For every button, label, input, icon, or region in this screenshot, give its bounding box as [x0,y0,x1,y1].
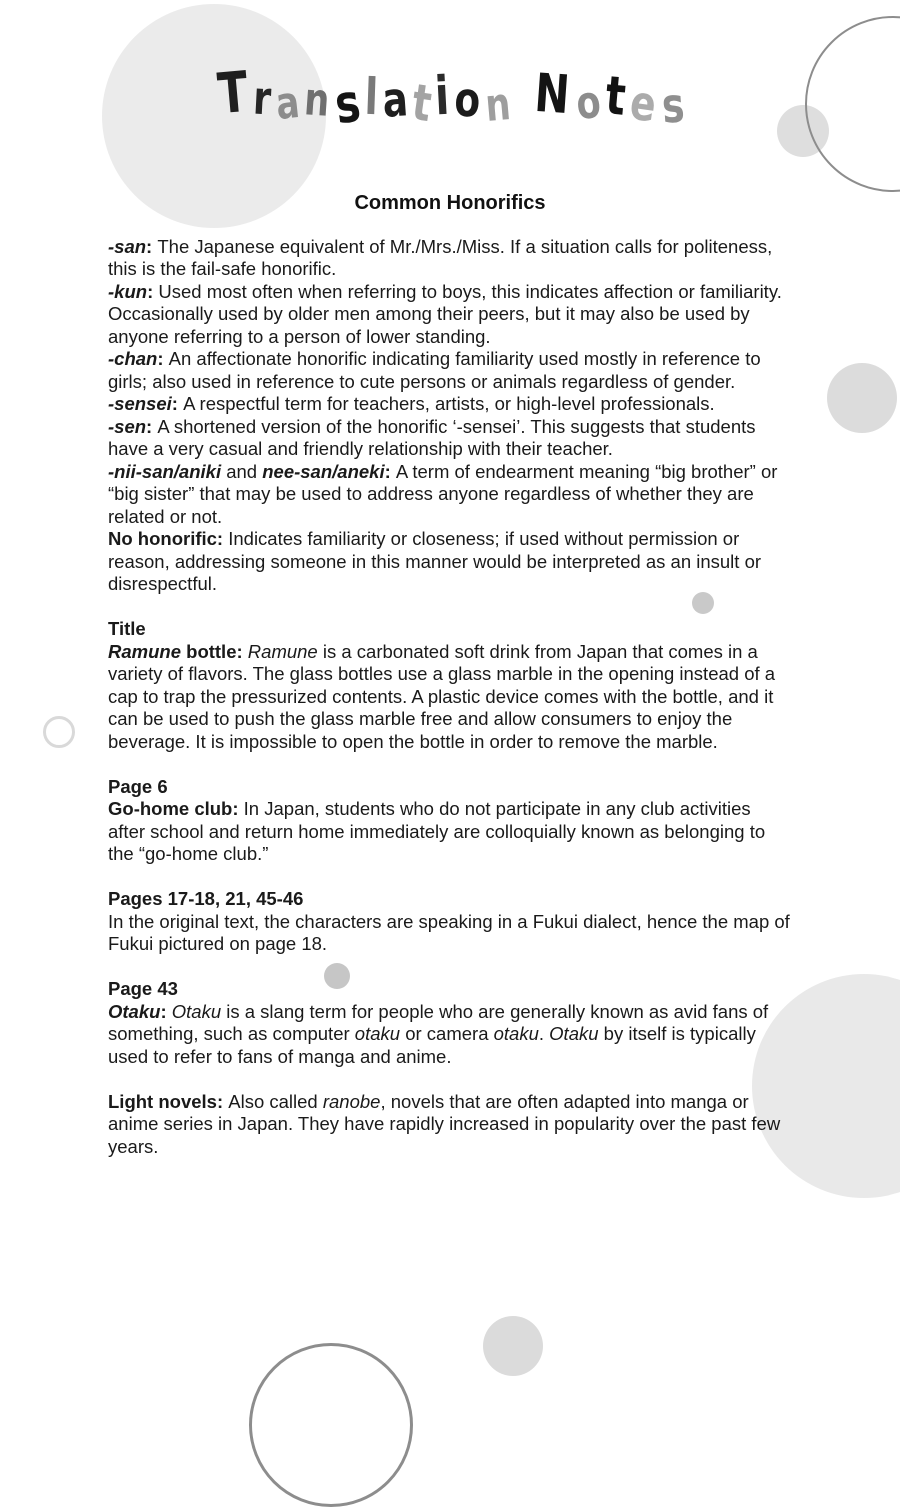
text-run: bottle: [181,640,248,662]
text-run: : [146,415,158,437]
text-run: A respectful term for teachers, artists, or high-level professionals. [183,393,715,414]
note-section [108,978,792,1068]
note-section [108,888,792,956]
note-paragraph [108,1091,792,1159]
page-title [0,59,900,148]
section-heading: Page 43 [108,978,178,999]
title-letter [514,85,530,117]
text-run: -sensei [108,393,172,414]
section-heading: Pages 17-18, 21, 45-46 [108,888,304,909]
text-run: Ramune [108,640,181,662]
text-run: Indicates familiarity or closeness; if used without permission or reason, addressing someone in this manner would be interpreted as an insult or disrespectful. [108,528,762,594]
common-honorifics-heading: Common Honorifics [354,192,546,214]
title-letter: l [363,67,379,127]
text-run: The Japanese equivalent of Mr./Mrs./Miss. If a situation calls for politeness, this is the fail-safe honorific. [108,235,773,279]
note-paragraph [108,416,792,461]
text-run: Light novels: [108,1090,229,1112]
title-letter: s [659,77,686,135]
text-run: Ramune [247,640,318,662]
note-section [108,776,792,866]
title-letter: e [626,74,660,134]
text-run: otaku [493,1023,539,1044]
text-run: Otaku [108,1000,161,1022]
note-section [108,236,792,596]
note-paragraph [108,641,792,754]
title-letter: N [532,62,571,127]
title-letter: i [433,65,451,128]
page-content [0,59,900,1158]
note-paragraph [108,461,792,529]
text-run: : [146,235,158,257]
title-letter: a [273,76,301,131]
text-column [108,192,792,1158]
note-paragraph [108,1001,792,1069]
decor-ring-bottom [249,1343,413,1507]
text-run: -san [108,235,147,257]
section-heading: Page 6 [108,775,168,797]
title-letter: t [602,65,628,128]
text-run: : [384,460,396,482]
note-paragraph [108,393,792,416]
note-paragraph [108,348,792,393]
text-run: and [221,460,263,482]
text-run: : [147,280,159,302]
title-letter: o [452,71,481,129]
note-paragraph [108,528,792,596]
text-run: by itself is typically used to refer to fans of manga and anime. [108,1023,756,1067]
title-letter: T [214,59,250,128]
note-paragraph [108,911,792,956]
text-run: Otaku [171,1000,222,1022]
text-run: -kun [108,280,148,302]
title-letter: a [380,71,409,129]
title-letter: r [251,70,272,126]
text-run: In Japan, students who do not participate in any club activities after school and return home immediately are colloquially known as belonging to the “go-home club.” [108,798,766,864]
text-run: -chan [108,348,158,369]
text-run: nee-san/aneki [262,460,385,482]
title-letter: t [408,73,435,133]
text-run: Go-home club: [108,798,244,819]
text-run: otaku [354,1023,401,1044]
note-section [108,1091,792,1159]
text-run: Used most often when referring to boys, this indicates affection or familiarity. Occasionally used by older men among their peers, but it may also be used by anyone referring to a person of lower standing. [108,280,782,347]
translation-notes-page [0,59,900,1416]
text-run: Also called [228,1090,323,1112]
note-section [108,618,792,753]
text-run: In the original text, the characters are speaking in a Fukui dialect, hence the map of Fukui pictured on page 18. [108,910,790,954]
note-paragraph [108,798,792,866]
text-run: is a carbonated soft drink from Japan that comes in a variety of flavors. The glass bottles use a glass marble in the opening instead of a cap to trap the pressurized contents. A plastic device comes with the bottle, and it can be used to push the glass marble free and allow consumers to enjoy the beverage. It is impossible to open the bottle in order to remove the marble. [108,640,776,752]
title-letter: o [573,74,603,131]
text-run: No honorific: [108,528,229,549]
notes-content [108,236,792,1159]
text-run: A term of endearment meaning “big brother” or “big sister” that may be used to address anyone regardless of whether they are related or not. [108,460,778,527]
text-run: -sen [108,415,147,437]
title-letter: s [331,72,364,137]
text-run: -nii-san/aniki [108,460,222,482]
title-letter: n [302,72,331,127]
title-letter: n [483,77,513,132]
section-heading: Title [108,618,146,639]
text-run: . [538,1023,550,1044]
text-run: ranobe [322,1090,381,1112]
text-run: An affectionate honorific indicating familiarity used mostly in reference to girls; also used in reference to cute persons or animals regardless of gender. [108,348,761,392]
text-run: is a slang term for people who are generally known as avid fans of something, such as computer [108,1000,769,1044]
text-run: Otaku [549,1023,599,1044]
text-run: : [160,1000,172,1022]
decor-circle-bottom-center [483,1316,543,1376]
text-run: : [157,348,169,369]
text-run: : [171,393,184,414]
note-paragraph [108,281,792,349]
text-run: A shortened version of the honorific ‘-sensei’. This suggests that students have a very casual and friendly relationship with their teacher. [108,415,756,459]
note-paragraph [108,236,792,281]
text-run: or camera [400,1023,494,1044]
text-run: , novels that are often adapted into manga or anime series in Japan. They have rapidly increased in popularity over the past few years. [108,1090,781,1157]
